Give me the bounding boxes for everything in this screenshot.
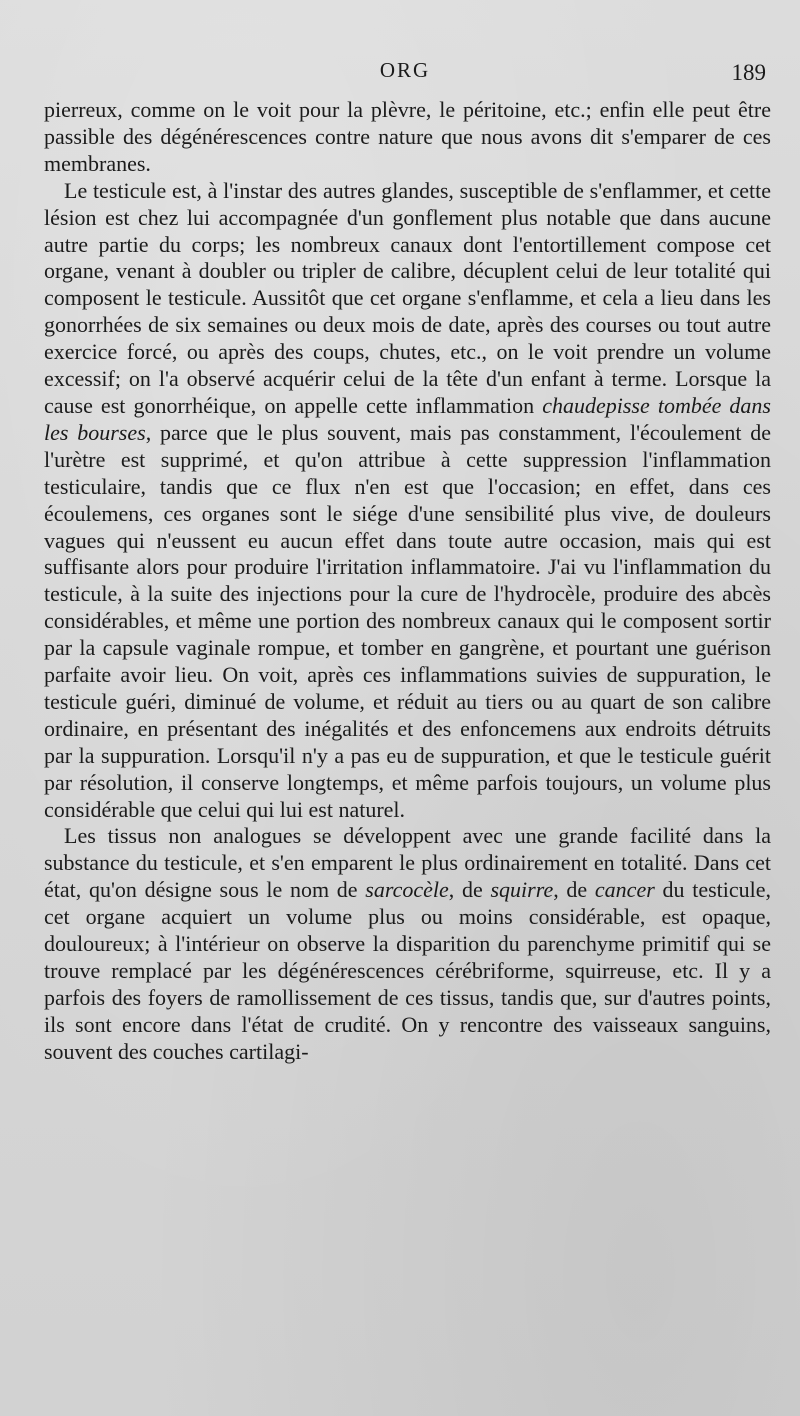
text-run: pierreux, comme on le voit pour la plèvre, le péritoine, etc.; enfin elle peut être passible des dégénérescences contre nature que nous avons dit s'emparer de ces membranes.: [44, 97, 771, 176]
paragraph: [44, 97, 771, 178]
text-run: Les tissus non analogues se développent avec une grande facilité dans la substance du testicule, et s'en emparent le plus ordinairement en totalité. Dans cet état, qu'on désigne sous le nom de: [44, 823, 771, 903]
paragraph: [44, 178, 771, 824]
text-run: du testicule, cet organe acquiert un volume plus ou moins considérable, est opaque, douloureux; à l'intérieur on observe la disparition du parenchyme primitif qui se trouve remplacé par les dégénérescences cérébriforme, squirreuse, etc. Il y a parfois des foyers de ramollissement de ces tissus, tandis que, sur d'autres points, ils sont encore dans l'état de crudité. On y rencontre des vaisseaux sanguins, souvent des couches cartilagi-: [44, 877, 772, 1064]
italic-term: sarcocèle: [365, 877, 449, 903]
paragraph: [44, 823, 771, 1065]
italic-term: cancer: [594, 877, 655, 903]
text-run: , parce que le plus souvent, mais pas constamment, l'écoulement de l'urètre est supprimé, et qu'on attribue à cette suppression l'inflammation testiculaire, tandis que ce flux n'en est que l'occasion; en effet, dans ces écoulemens, ces organes sont le siége d'une sensibilité plus vive, de douleurs vagues qui n'eussent eu aucun effet dans toute autre occasion, mais qui est suffisante alors pour produire l'irritation inflammatoire. J'ai vu l'inflammation du testicule, à la suite des injections pour la cure de l'hydrocèle, produire des abcès considérables, et même une portion des nombreux canaux qui le composent sortir par la capsule vaginale rompue, et tomber en gangrène, et pourtant une guérison parfaite avoir lieu. On voit, après ces inflammations suivies de suppuration, le testicule guéri, diminué de volume, et réduit au tiers ou au quart de son calibre ordinaire, en présentant des inégalités et des enfoncemens aux endroits détruits par la suppuration. Lorsqu'il n'y a pas eu de suppuration, et que le testicule guérit par résolution, il conserve longtemps, et même parfois toujours, un volume plus considérable que celui qui lui est naturel.: [44, 419, 772, 822]
text-run: Le testicule est, à l'instar des autres glandes, susceptible de s'enflammer, et cette lésion est chez lui accompagnée d'un gonflement plus notable que dans aucune autre partie du corps; les nombreux canaux dont l'entortillement compose cet organe, venant à doubler ou tripler de calibre, décuplent celui de leur totalité qui composent le testicule. Aussitôt que cet organe s'enflamme, et cela a lieu dans les gonorrhées de six semaines ou deux mois de date, après des courses ou tout autre exercice forcé, ou après des coups, chutes, etc., on le voit prendre un volume excessif; on l'a observé acquérir celui de la tête d'un enfant à terme. Lorsque la cause est gonorrhéique, on appelle cette inflammation: [44, 177, 771, 418]
running-head: ORG: [379, 58, 431, 82]
italic-term: squirre: [490, 877, 554, 903]
body-text: [44, 97, 771, 1066]
italic-term: chaudepisse tombée dans les bourses: [44, 392, 771, 445]
text-run: , de: [553, 877, 595, 903]
page-number: 189: [731, 60, 766, 85]
page-header: [38, 58, 772, 92]
text-run: , de: [448, 877, 491, 903]
